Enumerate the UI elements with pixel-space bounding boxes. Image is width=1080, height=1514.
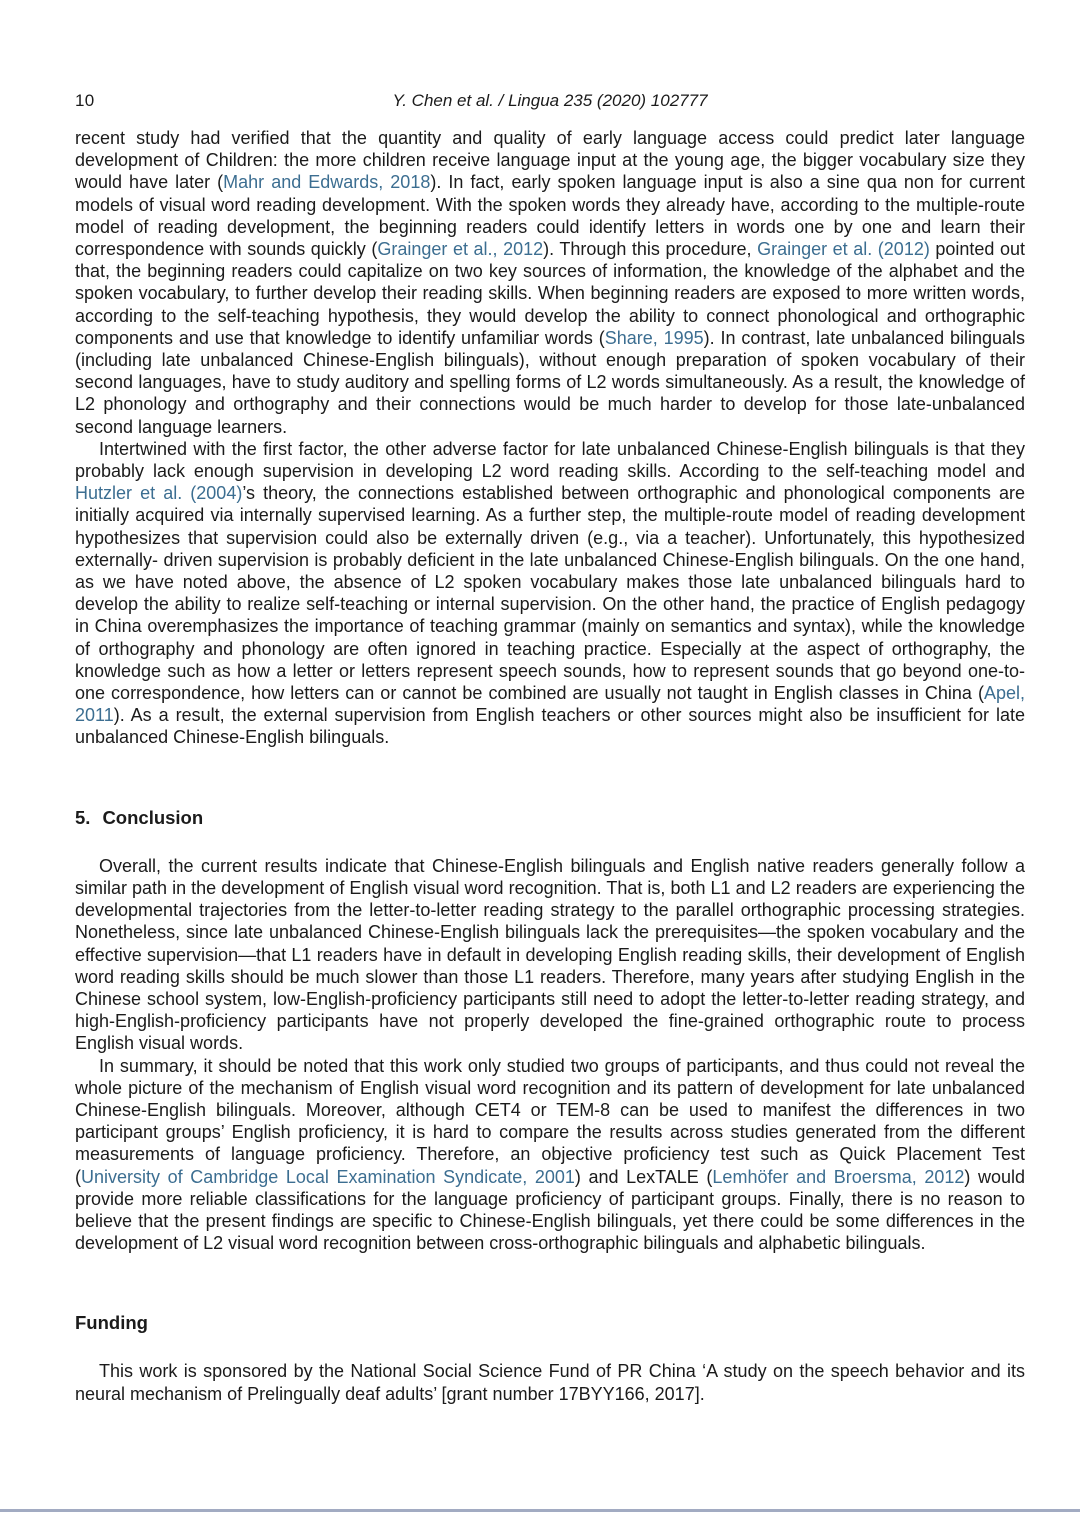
citation-link[interactable]: Mahr and Edwards, 2018 [223, 172, 431, 193]
text-run: ). In contrast, late unbalanced bilinguals (including late unbalanced Chinese-English bilinguals), without enough preparation of spoken vocabulary of their second languages, have to study auditory and spelling forms of L2 words simultaneously. As a result, the knowledge of L2 phonology and orthography and their connections would be much harder to develop for those late-unbalanced second language learners. [75, 327, 1025, 437]
section-heading [75, 807, 1025, 829]
text-run: pointed out that, the beginning readers could capitalize on two key sources of information, the knowledge of the alphabet and the spoken vocabulary, to further develop their reading skills. When beginning readers are exposed to more written words, according to the self-teaching hypothesis, they would develop the ability to connect phonological and orthographic components and use that knowledge to identify unfamiliar words ( [75, 239, 1026, 348]
text-run: ). As a result, the external supervision from English teachers or other sources might also be insufficient for late unbalanced Chinese-English bilinguals. [75, 705, 1025, 748]
body-paragraph [75, 127, 1025, 438]
text-run: In summary, it should be noted that this work only studied two groups of participants, and thus could not reveal the whole picture of the mechanism of English visual word recognition and its pattern of development for late unbalanced Chinese-English bilinguals. Moreover, although CET4 or TEM-8 can be used to manifest the differences in two participant groups’ English proficiency, it is hard to compare the results across studies generated from the different measurements of language proficiency. Therefore, an objective proficiency test such as Quick Placement Test ( [75, 1055, 1025, 1187]
citation-link[interactable]: Grainger et al. (2012) [757, 239, 930, 260]
body-paragraph [75, 438, 1025, 749]
citation-link[interactable]: Lemhöfer and Broersma, 2012 [712, 1166, 965, 1187]
body-paragraph [75, 855, 1025, 1055]
body-paragraph [75, 1055, 1025, 1255]
text-run: ). In fact, early spoken language input is also a sine qua non for current models of visual word reading development. With the spoken words they already have, according to the multiple-route model of reading development, the beginning readers could identify letters in words one by one and learn their correspondence with sounds quickly ( [75, 172, 1026, 260]
page-body [75, 127, 1025, 1405]
text-run: This work is sponsored by the National Social Science Fund of PR China ‘A study on the speech behavior and its neural mechanism of Prelingually deaf adults’ [grant number 17BYY166, 2017]. [75, 1361, 1025, 1404]
citation-link[interactable]: Grainger et al., 2012 [377, 239, 544, 260]
page-number: 10 [75, 91, 95, 110]
text-run: ’s theory, the connections established between orthographic and phonological components are initially acquired via internally supervised learning. As a further step, the multiple-route model of reading development hypothesizes that supervision could also be externally driven (e.g., via a teacher). Unfortunately, this hypothesized externally- driven supervision is probably deficient in the late unbalanced Chinese-English bilinguals. On the one hand, as we have noted above, the absence of L2 spoken vocabulary makes those late unbalanced bilinguals hard to develop the ability to realize self-teaching or internal supervision. On the other hand, the practice of English pedagogy in China overemphasizes the importance of teaching grammar (mainly on semantics and syntax), while the knowledge of orthography and phonology are often ignored in teaching practice. Especially at the aspect of orthography, the knowledge such as how a letter or letters represent speech sounds, how to represent sounds that go beyond one-to-one correspondence, how letters can or cannot be combined are usually not taught in English classes in China ( [75, 483, 1025, 704]
text-run: recent study had verified that the quantity and quality of early language access could predict later language development of Children: the more children receive language input at the young age, the bigger vocabulary size they would have later ( [75, 128, 1025, 193]
text-run: ) and LexTALE ( [574, 1166, 713, 1187]
citation-link[interactable]: Share, 1995 [604, 327, 704, 348]
text-run: Intertwined with the first factor, the other adverse factor for late unbalanced Chinese-English bilinguals is that they probably lack enough supervision in developing L2 word reading skills. According to the self-teaching model and [75, 438, 1025, 482]
page-content [75, 90, 1025, 1405]
section-title: Conclusion [102, 806, 204, 828]
text-run: ) would provide more reliable classifications for the language proficiency of participant groups. Finally, there is no reason to believe that the present findings are specific to Chinese-English bilinguals, yet there could be some differences in the development of L2 visual word recognition between cross-orthographic bilinguals and alphabetic bilinguals. [75, 1166, 1026, 1254]
section-title: Funding [75, 1312, 148, 1334]
page-header [75, 90, 1025, 112]
section-heading [75, 1312, 1025, 1334]
section-number: 5. [75, 806, 91, 828]
citation-link[interactable]: Hutzler et al. (2004) [75, 483, 243, 504]
running-head: Y. Chen et al. / Lingua 235 (2020) 102777 [392, 91, 708, 110]
text-run: Overall, the current results indicate that Chinese-English bilinguals and English native readers generally follow a similar path in the development of English visual word recognition. That is, both L1 and L2 readers are experiencing the developmental trajectories from the letter-to-letter reading strategy to the parallel orthographic processing strategies. Nonetheless, since late unbalanced Chinese-English bilinguals lack the prerequisites—the spoken vocabulary and the effective supervision—that L1 readers have in default in developing English reading skills, their development of English word reading skills should be much slower than those L1 readers. Therefore, many years after studying English in the Chinese school system, low-English-proficiency participants still need to adopt the letter-to-letter reading strategy, and high-English-proficiency participants have not properly developed the fine-grained orthographic route to process English visual words. [75, 855, 1025, 1054]
body-paragraph [75, 1360, 1025, 1404]
text-run: ). Through this procedure, [543, 239, 758, 260]
footer-divider-bar [0, 1509, 1080, 1512]
citation-link[interactable]: Apel, 2011 [75, 683, 1025, 726]
citation-link[interactable]: University of Cambridge Local Examination Syndicate, 2001 [81, 1166, 575, 1187]
